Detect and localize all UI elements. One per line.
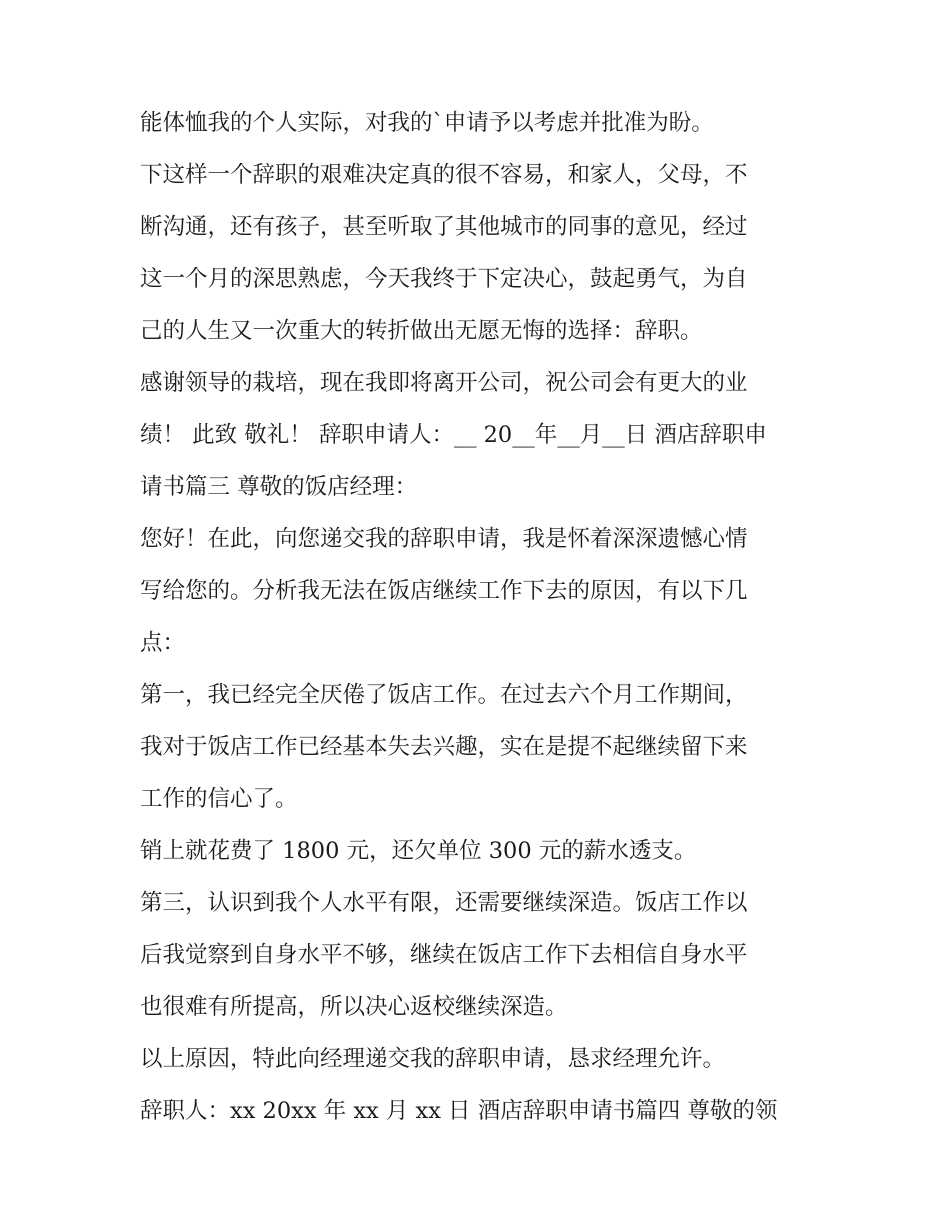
text-line: 能体恤我的个人实际，对我的`申请予以考虑并批准为盼。	[140, 110, 714, 136]
text-line: 也很难有所提高，所以决心返校继续深造。	[140, 994, 568, 1020]
text-line: 断沟通，还有孩子，甚至听取了其他城市的同事的意见，经过	[140, 214, 748, 240]
text-line: 以上原因，特此向经理递交我的辞职申请，恳求经理允许。	[140, 1046, 726, 1072]
text-line: 写给您的。分析我无法在饭店继续工作下去的原因，有以下几	[140, 578, 748, 604]
text-line: 我对于饭店工作已经基本失去兴趣，实在是提不起继续留下来	[140, 734, 748, 760]
text-line: 您好！在此，向您递交我的辞职申请，我是怀着深深遗憾心情	[140, 526, 748, 552]
text-line: 后我觉察到自身水平不够，继续在饭店工作下去相信自身水平	[140, 942, 748, 968]
text-line: 第一，我已经完全厌倦了饭店工作。在过去六个月工作期间，	[140, 682, 748, 708]
text-line: 第三，认识到我个人水平有限，还需要继续深造。饭店工作以	[140, 890, 748, 916]
text-line: 下这样一个辞职的艰难决定真的很不容易，和家人，父母，不	[140, 162, 748, 188]
text-line: 请书篇三 尊敬的饭店经理：	[140, 474, 418, 500]
text-line: 这一个月的深思熟虑，今天我终于下定决心，鼓起勇气，为自	[140, 266, 748, 292]
text-line: 感谢领导的栽培，现在我即将离开公司，祝公司会有更大的业	[140, 370, 748, 396]
text-line: 销上就花费了 1800 元，还欠单位 300 元的薪水透支。	[140, 838, 697, 864]
text-line: 辞职人：xx 20xx 年 xx 月 xx 日 酒店辞职申请书篇四 尊敬的领	[140, 1098, 778, 1124]
text-line: 己的人生又一次重大的转折做出无愿无悔的选择：辞职。	[140, 318, 703, 344]
text-line: 绩！ 此致 敬礼！ 辞职申请人：__ 20__年__月__日 酒店辞职申	[140, 422, 767, 448]
text-line: 点：	[140, 630, 186, 656]
text-line: 工作的信心了。	[140, 786, 298, 812]
